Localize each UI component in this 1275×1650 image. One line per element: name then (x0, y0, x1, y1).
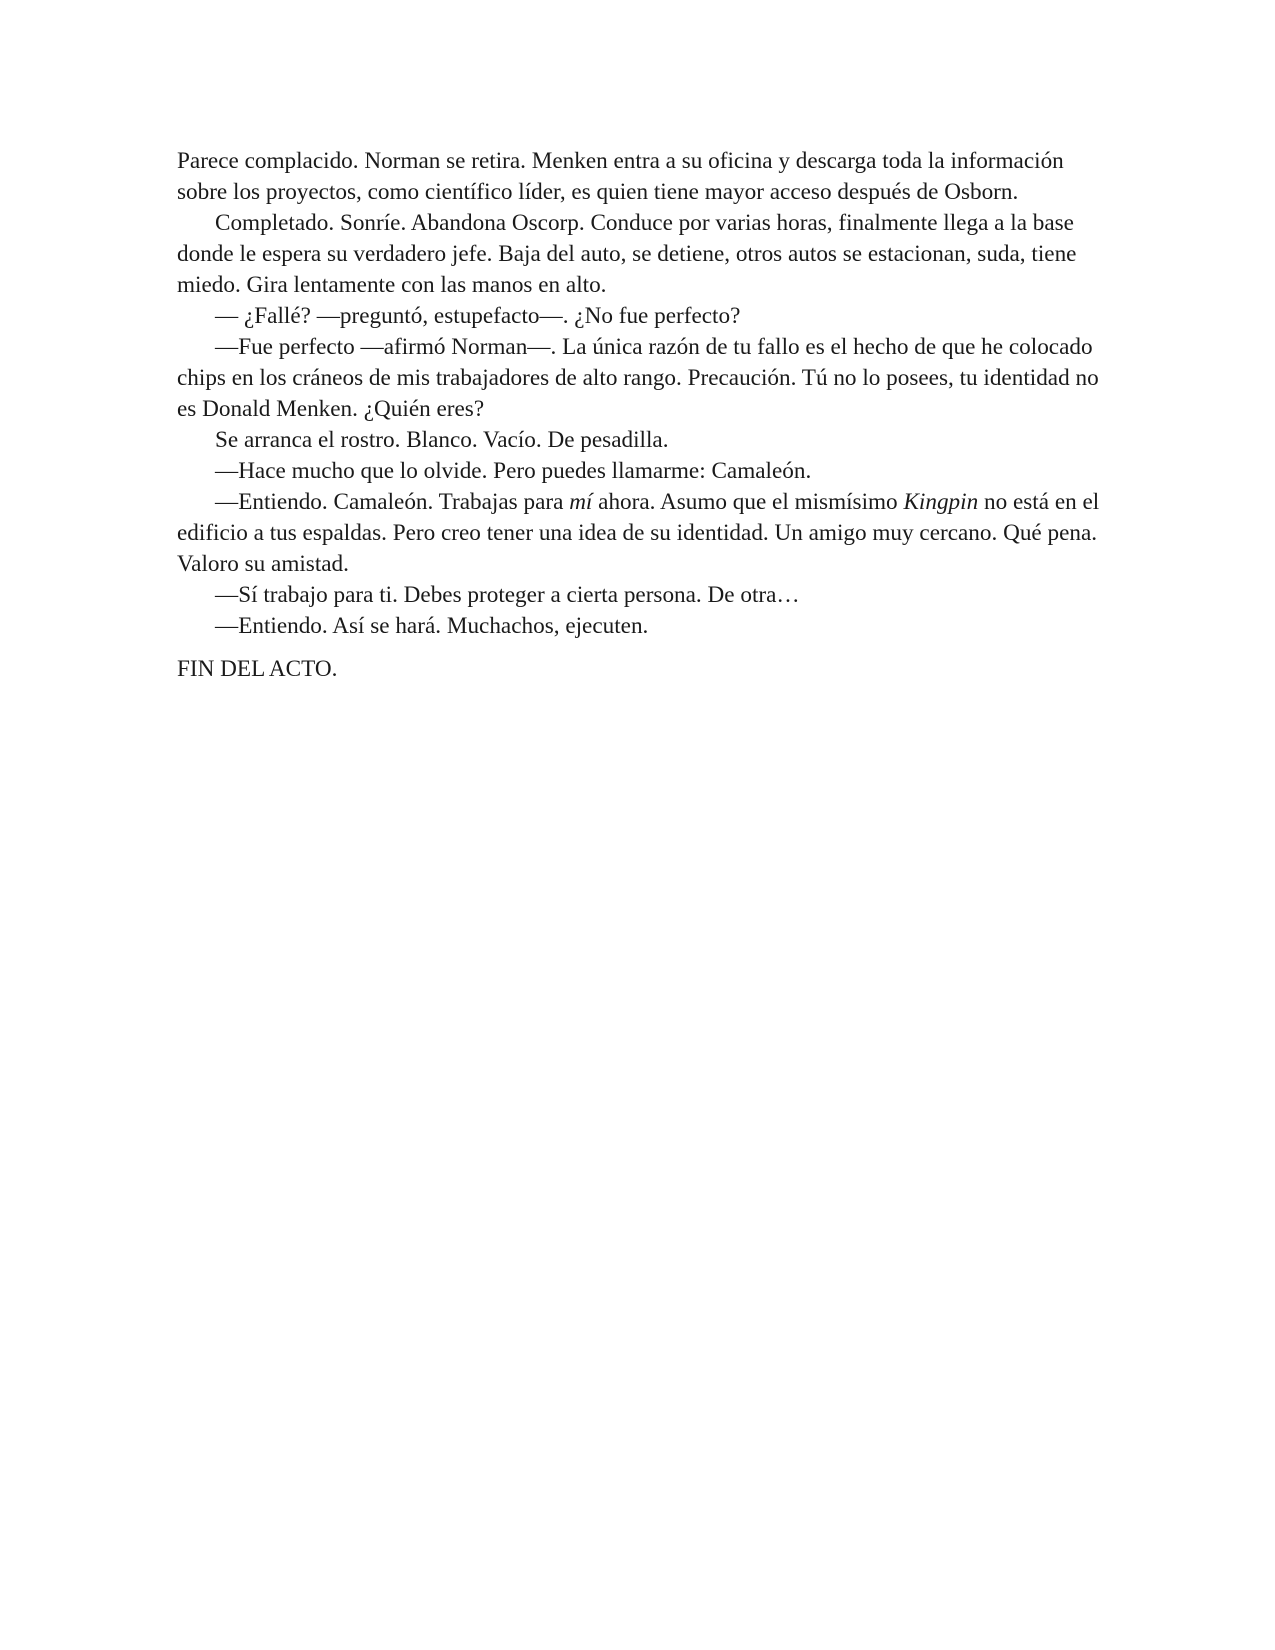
text-segment: —Entiendo. Así se hará. Muchachos, ejecuten. (215, 613, 649, 639)
paragraph-3 (177, 301, 1107, 332)
document-body (177, 146, 1107, 642)
closing-line: FIN DEL ACTO. (177, 656, 338, 682)
paragraph-8 (177, 580, 1107, 611)
text-segment: no está en el edificio a tus espaldas. Pero creo tener una idea de su identidad. Un amigo muy cercano. Qué pena. Valoro su amistad. (177, 489, 1100, 577)
paragraph-1 (177, 146, 1107, 208)
text-segment: —Fue perfecto —afirmó Norman—. La única razón de tu fallo es el hecho de que he colocado chips en los cráneos de mis trabajadores de alto rango. Precaución. Tú no lo posees, tu identidad no es Donald Menken. ¿Quién eres? (177, 334, 1099, 422)
paragraph-7 (177, 487, 1107, 580)
paragraph-2 (177, 208, 1107, 301)
text-segment: ahora. Asumo que el mismísimo (592, 489, 904, 515)
text-segment: Completado. Sonríe. Abandona Oscorp. Conduce por varias horas, finalmente llega a la base donde le espera su verdadero jefe. Baja del auto, se detiene, otros autos se estacionan, suda, tiene miedo. Gira lentamente con las manos en alto. (177, 210, 1077, 298)
paragraph-4 (177, 332, 1107, 425)
paragraph-5 (177, 425, 1107, 456)
paragraph-9 (177, 611, 1107, 642)
text-segment: —Sí trabajo para ti. Debes proteger a cierta persona. De otra… (215, 582, 800, 608)
paragraph-6 (177, 456, 1107, 487)
text-segment: — ¿Fallé? —preguntó, estupefacto—. ¿No fue perfecto? (215, 303, 741, 329)
document-page (177, 146, 1107, 685)
text-segment: Parece complacido. Norman se retira. Menken entra a su oficina y descarga toda la información sobre los proyectos, como científico líder, es quien tiene mayor acceso después de Osborn. (177, 148, 1064, 205)
text-segment: —Hace mucho que lo olvide. Pero puedes llamarme: Camaleón. (215, 458, 812, 484)
text-segment: —Entiendo. Camaleón. Trabajas para (215, 489, 570, 515)
text-segment: Se arranca el rostro. Blanco. Vacío. De pesadilla. (215, 427, 669, 453)
italic-text: mí (569, 489, 593, 515)
italic-text: Kingpin (903, 489, 979, 515)
